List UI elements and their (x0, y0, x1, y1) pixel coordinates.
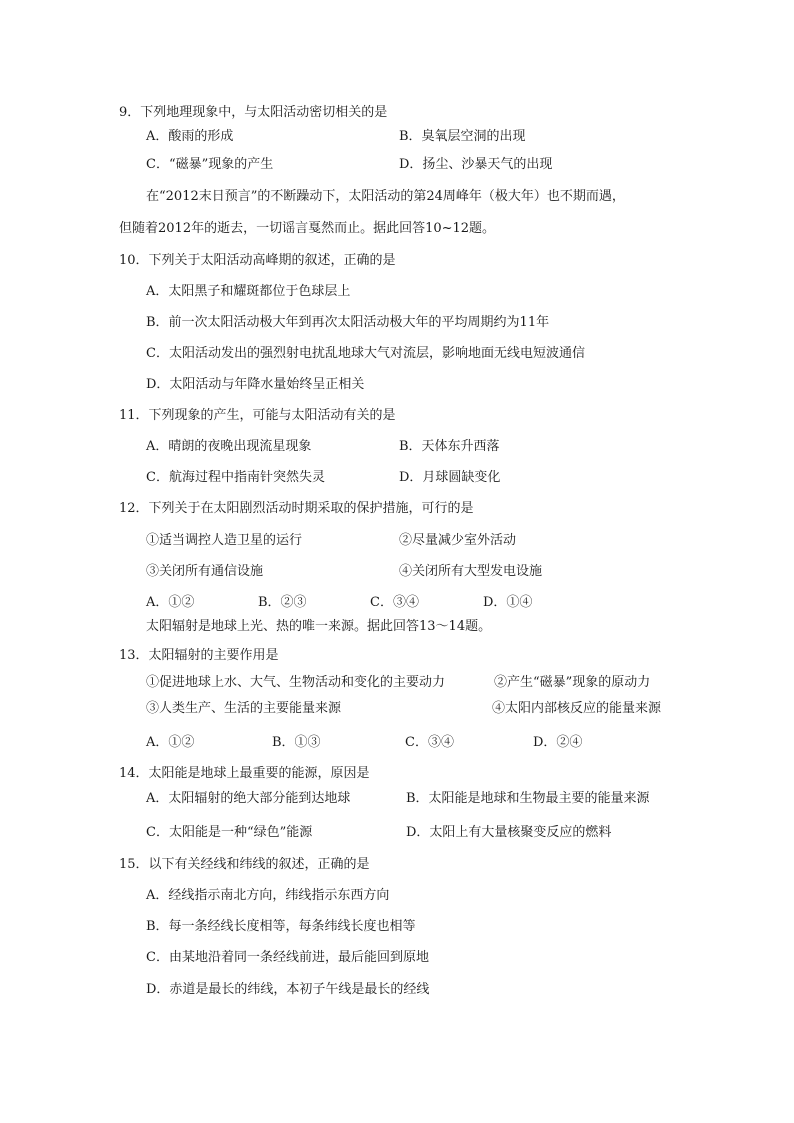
q14-option-a: A．太阳辐射的绝大部分能到达地球 (146, 791, 351, 806)
q14-stem: 14．太阳能是地球上最重要的能源，原因是 (119, 766, 370, 781)
q12-option-d: D．①④ (483, 595, 533, 610)
q15-option-a: A．经线指示南北方向，纬线指示东西方向 (146, 888, 390, 903)
q9-stem: 9．下列地理现象中，与太阳活动密切相关的是 (119, 105, 388, 120)
q13-statement-4: ④太阳内部核反应的能量来源 (492, 701, 662, 716)
q9-option-a: A．酸雨的形成 (146, 129, 234, 144)
q12-statement-1: ①适当调控人造卫星的运行 (146, 533, 303, 548)
q12-option-c: C．③④ (370, 595, 419, 610)
q14-option-c: C．太阳能是一种“绿色”能源 (146, 825, 313, 840)
q11-option-b: B．天体东升西落 (399, 439, 500, 454)
intro1-line2: 但随着2012年的逝去，一切谣言戛然而止。据此回答10~12题。 (119, 221, 496, 236)
q11-option-d: D．月球圆缺变化 (399, 470, 501, 485)
q10-option-d: D．太阳活动与年降水量始终呈正相关 (146, 377, 365, 392)
q12-statement-2: ②尽量减少室外活动 (399, 533, 517, 548)
q15-stem: 15．以下有关经线和纬线的叙述，正确的是 (119, 857, 370, 872)
q15-option-c: C．由某地沿着同一条经线前进，最后能回到原地 (146, 950, 429, 965)
q12-option-a: A．①② (146, 595, 195, 610)
intro2: 太阳辐射是地球上光、热的唯一来源。据此回答13～14题。 (146, 619, 492, 634)
q10-option-b: B．前一次太阳活动极大年到再次太阳活动极大年的平均周期约为11年 (146, 315, 550, 330)
q13-statement-2: ②产生“磁暴”现象的原动力 (494, 675, 651, 690)
q13-option-a: A．①② (146, 735, 195, 750)
q12-statement-3: ③关闭所有通信设施 (146, 564, 264, 579)
q9-option-c: C．“磁暴”现象的产生 (146, 157, 274, 172)
q13-option-c: C．③④ (405, 735, 454, 750)
q12-statement-4: ④关闭所有大型发电设施 (399, 564, 543, 579)
q15-option-b: B．每一条经线长度相等，每条纬线长度也相等 (146, 919, 416, 934)
q9-option-b: B．臭氧层空洞的出现 (399, 129, 526, 144)
q14-option-b: B．太阳能是地球和生物最主要的能量来源 (406, 791, 650, 806)
q12-stem: 12．下列关于在太阳剧烈活动时期采取的保护措施，可行的是 (119, 501, 474, 516)
q13-option-d: D．②④ (533, 735, 583, 750)
q10-stem: 10．下列关于太阳活动高峰期的叙述，正确的是 (119, 253, 396, 268)
q10-option-c: C．太阳活动发出的强烈射电扰乱地球大气对流层，影响地面无线电短波通信 (146, 346, 585, 361)
q14-option-d: D．太阳上有大量核聚变反应的燃料 (406, 825, 612, 840)
q15-option-d: D．赤道是最长的纬线，本初子午线是最长的经线 (146, 982, 430, 997)
q9-option-d: D．扬尘、沙暴天气的出现 (399, 157, 553, 172)
q12-option-b: B．②③ (258, 595, 307, 610)
q11-stem: 11．下列现象的产生，可能与太阳活动有关的是 (119, 408, 396, 423)
q13-stem: 13．太阳辐射的主要作用是 (119, 648, 279, 663)
q13-statement-1: ①促进地球上水、大气、生物活动和变化的主要动力 (146, 675, 446, 690)
q11-option-c: C．航海过程中指南针突然失灵 (146, 470, 325, 485)
q13-statement-3: ③人类生产、生活的主要能量来源 (146, 701, 342, 716)
q13-option-b: B．①③ (272, 735, 321, 750)
q11-option-a: A．晴朗的夜晚出现流星现象 (146, 439, 312, 454)
q10-option-a: A．太阳黑子和耀斑都位于色球层上 (146, 284, 351, 299)
intro1-line1: 在“2012末日预言”的不断躁动下，太阳活动的第24周峰年（极大年）也不期而遇， (146, 189, 625, 204)
